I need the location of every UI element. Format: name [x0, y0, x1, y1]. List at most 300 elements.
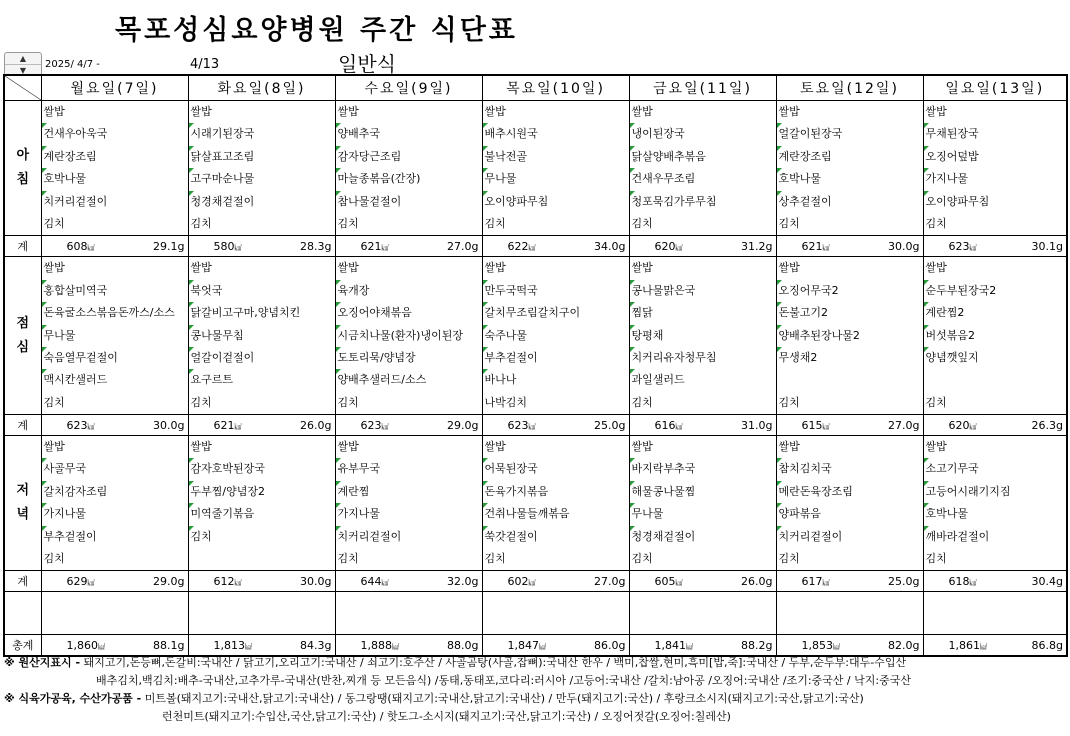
- menu-item: 맥시칸샐러드: [42, 369, 188, 391]
- menu-item: 쌀밥: [190, 261, 212, 275]
- start-date: 2025/ 4/7 -: [45, 59, 100, 70]
- breakfast-menu-cell: [188, 101, 335, 236]
- menu-item: 쌀밥: [484, 440, 506, 454]
- kcal-unit: ㎉: [675, 578, 683, 587]
- menu-item: 참치김치국: [777, 458, 923, 480]
- kcal-number: 617: [801, 574, 823, 588]
- kcal-number: 1,847: [507, 638, 539, 652]
- total-values: [483, 419, 629, 432]
- lunch_totals-label: 계: [4, 415, 41, 436]
- kcal-unit: ㎉: [822, 578, 830, 587]
- menu-item: 사골무국: [42, 458, 188, 480]
- menu-item: 도토리묵/양념장: [336, 347, 482, 369]
- kcal-unit: ㎉: [234, 243, 242, 252]
- dinner-menu-cell: [335, 436, 482, 571]
- empty-cell: [41, 592, 188, 635]
- menu-item: [777, 369, 923, 391]
- kcal-value: [214, 240, 242, 253]
- menu-item: 김치: [925, 552, 947, 566]
- lunch-label-char: 심: [16, 339, 30, 355]
- menu-item: 무나물: [630, 503, 776, 525]
- total-values: [42, 639, 188, 652]
- menu-item: 얼갈이겉절이: [189, 347, 335, 369]
- menu-item: 김치: [778, 552, 800, 566]
- kcal-unit: ㎉: [245, 642, 252, 651]
- kcal-value: [361, 240, 389, 253]
- menu-item: 쑥갓겉절이: [483, 526, 629, 548]
- page-title: 목포성심요양병원 주간 식단표: [115, 15, 518, 46]
- lunch_totals-row: [4, 415, 1067, 436]
- protein-value: 86.0g: [594, 638, 626, 652]
- breakfast-menu-cell: [629, 101, 776, 236]
- menu-item: 계란찜2: [924, 302, 1067, 324]
- kcal-unit: ㎉: [98, 642, 105, 651]
- dinner-label-char: 녁: [16, 507, 30, 523]
- total-values: [777, 240, 923, 253]
- kcal-unit: ㎉: [822, 243, 830, 252]
- menu-item: 계란장조림: [42, 146, 188, 168]
- processed-label: ※ 식육가공육, 수산가공품 -: [4, 692, 142, 705]
- menu-item: 계란장조림: [777, 146, 923, 168]
- menu-item: 건새우아욱국: [42, 123, 188, 145]
- breakfast_totals-cell: [923, 236, 1067, 257]
- menu-item: 청경채겉절이: [189, 191, 335, 213]
- menu-item: 오징어야채볶음: [336, 302, 482, 324]
- menu-item: 무나물: [483, 168, 629, 190]
- empty-cell: [629, 592, 776, 635]
- kcal-number: 622: [507, 239, 529, 253]
- protein-value: 29.0g: [153, 574, 185, 588]
- menu-table: [3, 74, 1068, 657]
- breakfast-row: [4, 101, 1067, 236]
- menu-item: 깨바라겉절이: [924, 526, 1067, 548]
- kcal-value: [655, 639, 694, 652]
- menu-item: 양배추국: [336, 123, 482, 145]
- protein-value: 30.4g: [1031, 574, 1063, 588]
- dinner-menu-cell: [482, 436, 629, 571]
- empty-cell: [335, 592, 482, 635]
- menu-item: 쌀밥: [778, 440, 800, 454]
- day-header: 일요일(13일): [923, 75, 1067, 101]
- kcal-unit: ㎉: [528, 578, 536, 587]
- menu-item: 쌀밥: [43, 261, 65, 275]
- protein-value: 30.0g: [888, 239, 920, 253]
- menu-item: 청경채겉절이: [630, 526, 776, 548]
- origin-line2: 배추김치,백김치:배추-국내산,고추가루-국내산(반찬,찌개 등 모든음식) /동태,동태포,코다리:러시아 /고등어:국내산 /갈치:남아공 /오징어:국내산 /조기:중국산 / 낙지:중국산: [96, 674, 911, 687]
- origin-label: ※ 원산지표시 -: [4, 656, 81, 669]
- kcal-unit: ㎉: [833, 642, 840, 651]
- dinner_totals-row: [4, 571, 1067, 592]
- menu-item: 쌀밥: [190, 105, 212, 118]
- menu-item: 건취나물들깨볶음: [483, 503, 629, 525]
- kcal-unit: ㎉: [381, 578, 389, 587]
- day-header: 월요일(7일): [41, 75, 188, 101]
- kcal-unit: ㎉: [87, 578, 95, 587]
- menu-item: 쌀밥: [484, 105, 506, 118]
- menu-item: 부추겉절이: [483, 347, 629, 369]
- empty-cell: [188, 592, 335, 635]
- menu-item: 양념깻잎지: [924, 347, 1067, 369]
- notes: [4, 654, 911, 726]
- protein-value: 27.0g: [888, 418, 920, 432]
- menu-item: 찜닭: [630, 302, 776, 324]
- menu-item: 김치: [484, 216, 506, 230]
- menu-item: 쌀밥: [778, 261, 800, 275]
- menu-item: 돈불고기2: [777, 302, 923, 324]
- kcal-value: [655, 419, 683, 432]
- breakfast-label: [4, 101, 41, 236]
- menu-item: 미역줄기볶음: [189, 503, 335, 525]
- menu-item: 오징어무국2: [777, 280, 923, 302]
- menu-item: [924, 369, 1067, 391]
- lunch-label-char: 점: [16, 315, 30, 331]
- menu-item: 소고기무국: [924, 458, 1067, 480]
- breakfast_totals-cell: [776, 236, 923, 257]
- menu-item: 콩나물무침: [189, 325, 335, 347]
- menu-item: 쌀밥: [925, 261, 947, 275]
- menu-item: 닭살양배추볶음: [630, 146, 776, 168]
- lunch_totals-cell: [923, 415, 1067, 436]
- menu-item: 쌀밥: [337, 261, 359, 275]
- lunch-menu-cell: [776, 257, 923, 415]
- kcal-value: [802, 419, 830, 432]
- dinner_totals-cell: [335, 571, 482, 592]
- lunch_totals-cell: [41, 415, 188, 436]
- kcal-number: 580: [213, 239, 235, 253]
- total-values: [189, 575, 335, 588]
- kcal-unit: ㎉: [87, 243, 95, 252]
- kcal-number: 620: [948, 418, 970, 432]
- grand_totals-cell: [923, 635, 1067, 657]
- menu-item: 콩나물맑은국: [630, 280, 776, 302]
- kcal-value: [508, 575, 536, 588]
- menu-item: 쌀밥: [484, 261, 506, 275]
- kcal-unit: ㎉: [980, 642, 987, 651]
- menu-item: 요구르트: [189, 369, 335, 391]
- kcal-number: 621: [360, 239, 382, 253]
- menu-item: 호박나물: [924, 503, 1067, 525]
- menu-item: 가지나물: [336, 503, 482, 525]
- kcal-number: 623: [360, 418, 382, 432]
- kcal-value: [214, 419, 242, 432]
- spin-down-icon[interactable]: ▼: [5, 64, 41, 76]
- protein-value: 26.0g: [300, 418, 332, 432]
- kcal-value: [949, 639, 988, 652]
- kcal-number: 1,888: [360, 638, 392, 652]
- menu-item: 메란돈육장조림: [777, 481, 923, 503]
- dinner-label-char: 저: [16, 483, 30, 499]
- menu-item: 북엇국: [189, 280, 335, 302]
- kcal-number: 618: [948, 574, 970, 588]
- menu-item: 호박나물: [777, 168, 923, 190]
- lunch-label: [4, 257, 41, 415]
- menu-item: 호박나물: [42, 168, 188, 190]
- total-values: [924, 240, 1067, 253]
- breakfast_totals-label: 계: [4, 236, 41, 257]
- kcal-value: [802, 639, 841, 652]
- menu-item: 냉이된장국: [630, 123, 776, 145]
- kcal-unit: ㎉: [381, 243, 389, 252]
- menu-item: 닭갈비고구마,양념치킨: [189, 302, 335, 324]
- menu-item: 양배추샐러드/소스: [336, 369, 482, 391]
- meal-type: 일반식: [338, 52, 396, 76]
- kcal-number: 602: [507, 574, 529, 588]
- dinner_totals-cell: [188, 571, 335, 592]
- menu-item: 건새우무조림: [630, 168, 776, 190]
- protein-value: 26.3g: [1031, 418, 1063, 432]
- menu-item: 쌀밥: [631, 105, 653, 118]
- menu-item: 숙주나물: [483, 325, 629, 347]
- dinner-menu-cell: [188, 436, 335, 571]
- protein-value: 88.0g: [447, 638, 479, 652]
- menu-item: 불낙전골: [483, 146, 629, 168]
- menu-item: 숙음열무겉절이: [42, 347, 188, 369]
- processed-line1: 미트볼(돼지고기:국내산,닭고기:국내산) / 동그랑땡(돼지고기:국내산,닭고기:국내산) / 만두(돼지고기:국산) / 후랑크소시지(돼지고기:국산,닭고기:국산): [144, 692, 864, 705]
- menu-item: 가지나물: [42, 503, 188, 525]
- kcal-number: 623: [66, 418, 88, 432]
- kcal-value: [802, 240, 830, 253]
- protein-value: 82.0g: [888, 638, 920, 652]
- protein-value: 30.0g: [300, 574, 332, 588]
- kcal-unit: ㎉: [686, 642, 693, 651]
- breakfast_totals-row: [4, 236, 1067, 257]
- day-header-row: [4, 75, 1067, 101]
- menu-item: 김치: [925, 216, 947, 230]
- total-values: [336, 240, 482, 253]
- kcal-number: 1,841: [654, 638, 686, 652]
- empty-cell: [776, 592, 923, 635]
- menu-item: 배추시원국: [483, 123, 629, 145]
- dinner-row: [4, 436, 1067, 571]
- protein-value: 88.2g: [741, 638, 773, 652]
- kcal-value: [508, 419, 536, 432]
- protein-value: 31.0g: [741, 418, 773, 432]
- menu-item: 오징어덮밥: [924, 146, 1067, 168]
- menu-item: 김치: [43, 395, 65, 409]
- menu-item: 부추겉절이: [42, 526, 188, 548]
- menu-item: 가지나물: [924, 168, 1067, 190]
- menu-item: 마늘종볶음(간장): [336, 168, 482, 190]
- menu-item: 김치: [337, 552, 359, 566]
- protein-value: 32.0g: [447, 574, 479, 588]
- protein-value: 29.0g: [447, 418, 479, 432]
- kcal-number: 1,813: [213, 638, 245, 652]
- dinner_totals-cell: [629, 571, 776, 592]
- menu-item: 양파볶음: [777, 503, 923, 525]
- menu-item: 김치: [484, 552, 506, 566]
- menu-item: 홍합살미역국: [42, 280, 188, 302]
- menu-item: 탕평채: [630, 325, 776, 347]
- menu-item: 두부찜/양념장2: [189, 481, 335, 503]
- menu-item: 김치: [190, 216, 212, 230]
- lunch-menu-cell: [335, 257, 482, 415]
- day-header: 목요일(10일): [482, 75, 629, 101]
- total-values: [777, 575, 923, 588]
- protein-value: 86.8g: [1031, 638, 1063, 652]
- lunch-menu-cell: [482, 257, 629, 415]
- dinner_totals-cell: [776, 571, 923, 592]
- date-spinner[interactable]: [4, 52, 42, 76]
- lunch_totals-cell: [776, 415, 923, 436]
- protein-value: 28.3g: [300, 239, 332, 253]
- protein-value: 25.0g: [888, 574, 920, 588]
- lunch-menu-cell: [923, 257, 1067, 415]
- protein-value: 27.0g: [447, 239, 479, 253]
- total-values: [630, 575, 776, 588]
- menu-item: 무채된장국: [924, 123, 1067, 145]
- kcal-unit: ㎉: [539, 642, 546, 651]
- menu-item: [189, 548, 335, 570]
- breakfast-label-char: 침: [16, 172, 30, 188]
- menu-item: 바지락부추국: [630, 458, 776, 480]
- kcal-unit: ㎉: [675, 422, 683, 431]
- empty-cell: [482, 592, 629, 635]
- total-values: [777, 419, 923, 432]
- total-values: [483, 575, 629, 588]
- kcal-unit: ㎉: [675, 243, 683, 252]
- protein-value: 31.2g: [741, 239, 773, 253]
- kcal-number: 1,853: [801, 638, 833, 652]
- menu-item: 얼갈이된장국: [777, 123, 923, 145]
- empty-cell: [4, 592, 41, 635]
- menu-item: 김치: [778, 395, 800, 409]
- menu-item: 쌀밥: [190, 440, 212, 454]
- menu-item: 시금치나물(환자)냉이된장: [336, 325, 482, 347]
- dinner-menu-cell: [41, 436, 188, 571]
- menu-item: 쌀밥: [337, 105, 359, 118]
- menu-item: 오이양파무침: [483, 191, 629, 213]
- origin-line1: 돼지고기,돈등뼈,돈갈비:국내산 / 닭고기,오리고기:국내산 / 쇠고기:호주산 / 사골곰탕(사골,잡뼈):국내산 한우 / 백미,찹쌀,현미,흑미[밥,죽]:국내산 / 두부,순두부:대두-수입산: [83, 656, 907, 669]
- total-values: [189, 419, 335, 432]
- dinner-label: [4, 436, 41, 571]
- menu-item: 쌀밥: [43, 440, 65, 454]
- total-values: [630, 240, 776, 253]
- menu-item: 돈육굴소스볶음돈까스/소스: [42, 302, 188, 324]
- kcal-value: [214, 575, 242, 588]
- menu-item: 김치: [337, 395, 359, 409]
- menu-item: 김치: [631, 395, 653, 409]
- kcal-number: 608: [66, 239, 88, 253]
- end-date: 4/13: [190, 57, 220, 72]
- total-values: [42, 575, 188, 588]
- menu-item: 닭살표고조림: [189, 146, 335, 168]
- menu-item: 치커리유자청무침: [630, 347, 776, 369]
- kcal-unit: ㎉: [969, 243, 977, 252]
- total-values: [483, 240, 629, 253]
- menu-item: 참나물겉절이: [336, 191, 482, 213]
- kcal-value: [67, 575, 95, 588]
- kcal-number: 629: [66, 574, 88, 588]
- menu-item: 무생채2: [777, 347, 923, 369]
- kcal-unit: ㎉: [87, 422, 95, 431]
- total-values: [42, 419, 188, 432]
- breakfast-menu-cell: [776, 101, 923, 236]
- day-header: 화요일(8일): [188, 75, 335, 101]
- menu-item: 만두국떡국: [483, 280, 629, 302]
- kcal-value: [67, 240, 95, 253]
- kcal-value: [655, 240, 683, 253]
- menu-item: 고등어시래기지짐: [924, 481, 1067, 503]
- breakfast-menu-cell: [41, 101, 188, 236]
- breakfast-label-char: 아: [16, 148, 30, 164]
- dinner_totals-label: 계: [4, 571, 41, 592]
- kcal-value: [361, 639, 400, 652]
- menu-item: 오이양파무침: [924, 191, 1067, 213]
- menu-item: 김치: [925, 395, 947, 409]
- total-values: [42, 240, 188, 253]
- kcal-value: [655, 575, 683, 588]
- menu-item: 치커리겉절이: [777, 526, 923, 548]
- kcal-unit: ㎉: [528, 243, 536, 252]
- protein-value: 88.1g: [153, 638, 185, 652]
- kcal-unit: ㎉: [392, 642, 399, 651]
- menu-item: 어묵된장국: [483, 458, 629, 480]
- kcal-unit: ㎉: [969, 578, 977, 587]
- spin-up-icon[interactable]: ▲: [19, 54, 27, 63]
- menu-item: 계란찜: [336, 481, 482, 503]
- menu-item: 과일샐러드: [630, 369, 776, 391]
- menu-item: 감자당근조림: [336, 146, 482, 168]
- kcal-number: 612: [213, 574, 235, 588]
- empty-cell: [923, 592, 1067, 635]
- menu-item: 쌀밥: [337, 440, 359, 454]
- day-header: 토요일(12일): [776, 75, 923, 101]
- menu-item: 해물콩나물찜: [630, 481, 776, 503]
- menu-item: 무나물: [42, 325, 188, 347]
- menu-item: 쌀밥: [631, 440, 653, 454]
- menu-item: 순두부된장국2: [924, 280, 1067, 302]
- menu-item: 김치: [190, 395, 212, 409]
- dinner-menu-cell: [776, 436, 923, 571]
- protein-value: 27.0g: [594, 574, 626, 588]
- kcal-unit: ㎉: [234, 578, 242, 587]
- total-values: [336, 575, 482, 588]
- lunch_totals-cell: [482, 415, 629, 436]
- breakfast_totals-cell: [335, 236, 482, 257]
- menu-item: 돈육가지볶음: [483, 481, 629, 503]
- menu-item: 쌀밥: [631, 261, 653, 275]
- breakfast_totals-cell: [188, 236, 335, 257]
- kcal-value: [949, 575, 977, 588]
- dinner-menu-cell: [923, 436, 1067, 571]
- menu-item: 청포묵김가루무침: [630, 191, 776, 213]
- total-values: [189, 639, 335, 652]
- menu-item: 쌀밥: [925, 440, 947, 454]
- kcal-value: [508, 240, 536, 253]
- day-header: 금요일(11일): [629, 75, 776, 101]
- total-values: [483, 639, 629, 652]
- kcal-unit: ㎉: [969, 422, 977, 431]
- dinner-menu-cell: [629, 436, 776, 571]
- menu-item: 김치: [631, 552, 653, 566]
- menu-item: 쌀밥: [778, 105, 800, 118]
- breakfast_totals-cell: [41, 236, 188, 257]
- kcal-unit: ㎉: [381, 422, 389, 431]
- kcal-value: [67, 639, 106, 652]
- lunch_totals-cell: [335, 415, 482, 436]
- protein-value: 25.0g: [594, 418, 626, 432]
- kcal-value: [214, 639, 253, 652]
- menu-item: 김치: [189, 526, 335, 548]
- empty-row: [4, 592, 1067, 635]
- kcal-number: 1,860: [66, 638, 98, 652]
- menu-item: 양배추된장나물2: [777, 325, 923, 347]
- total-values: [924, 575, 1067, 588]
- menu-item: 상추겉절이: [777, 191, 923, 213]
- total-values: [189, 240, 335, 253]
- day-header: 수요일(9일): [335, 75, 482, 101]
- total-values: [777, 639, 923, 652]
